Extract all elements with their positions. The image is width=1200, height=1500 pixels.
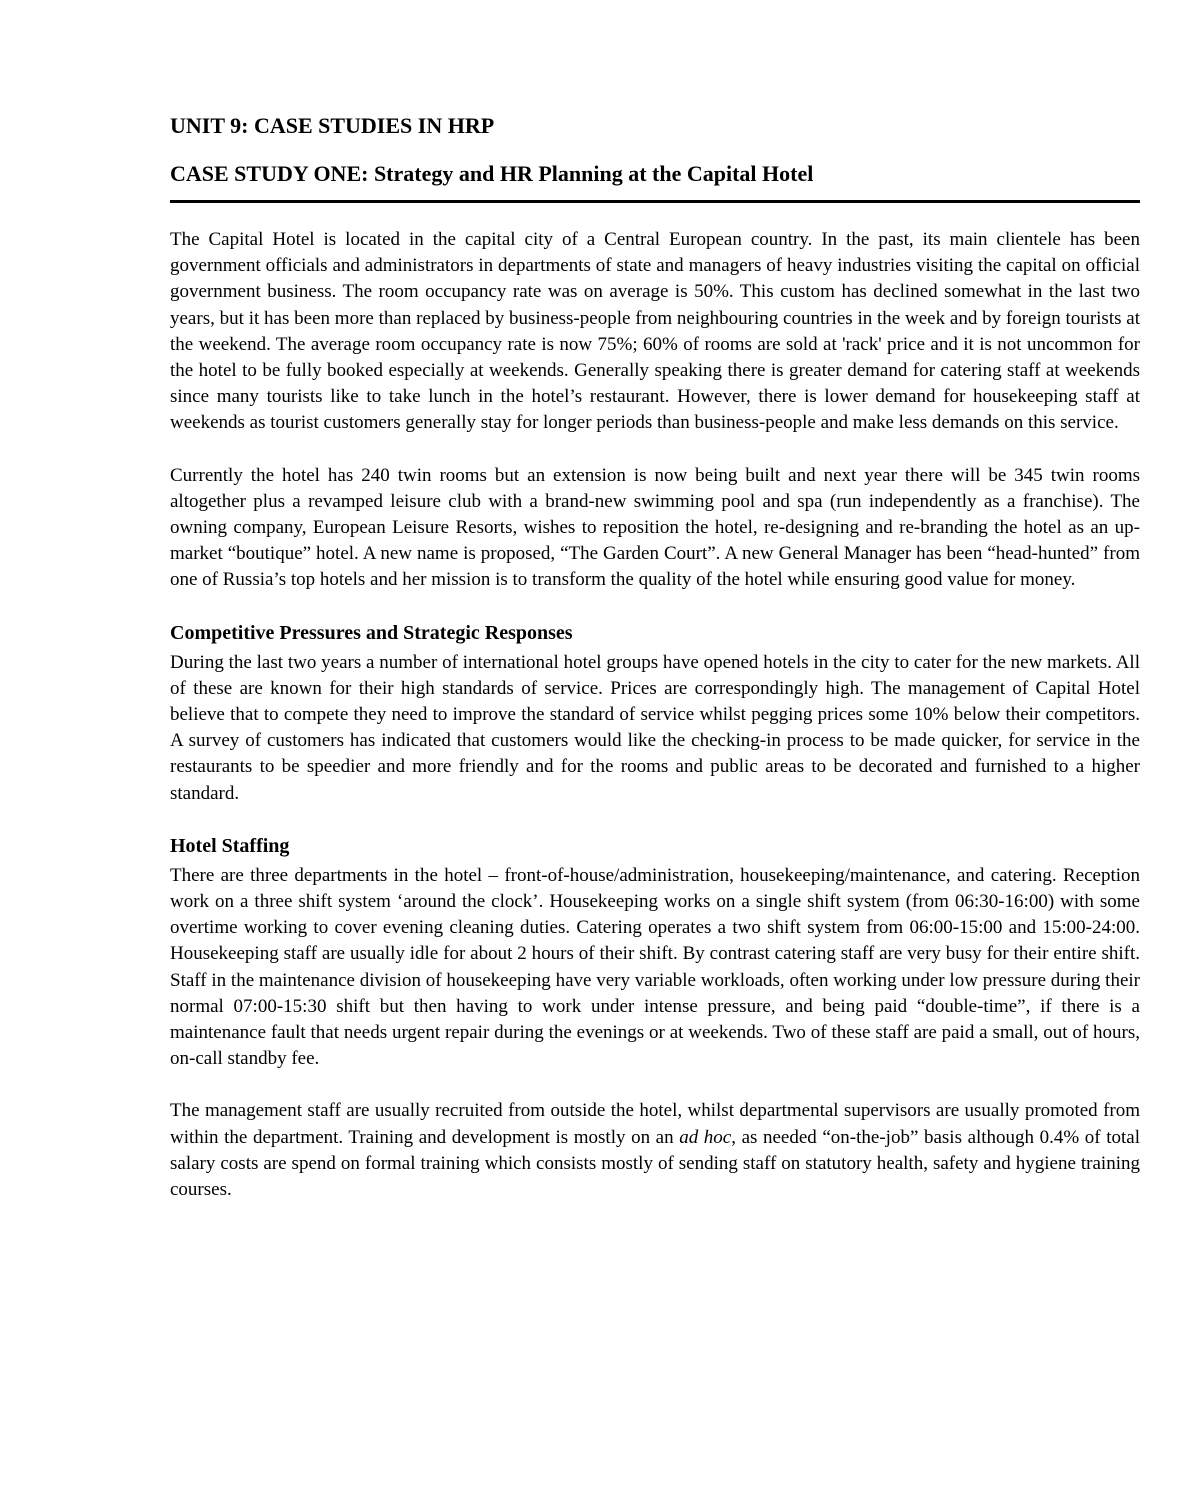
intro-paragraph-1: The Capital Hotel is located in the capital city of a Central European country. In the past, its main clientele has been government officials and administrators in departments of state and managers of heavy industries visiting the capital on official government business. The room occupancy rate was on average is 50%. This custom has declined somewhat in the last two years, but it has been more than replaced by business-people from neighbouring countries in the week and by foreign tourists at the weekend. The average room occupancy rate is now 75%; 60% of rooms are sold at 'rack' price and it is not uncommon for the hotel to be fully booked especially at weekends. Generally speaking there is greater demand for catering staff at weekends since many tourists like to take lunch in the hotel’s restaurant. However, there is lower demand for housekeeping staff at weekends as tourist customers generally stay for longer periods than business-people and make less demands on this service.: [170, 229, 1140, 434]
title-divider: [170, 200, 1140, 203]
ad-hoc-italic: ad hoc: [679, 1126, 732, 1148]
competitive-pressures-heading: Competitive Pressures and Strategic Responses: [170, 621, 573, 644]
hotel-staffing-heading: Hotel Staffing: [170, 834, 290, 857]
intro-paragraph-2: Currently the hotel has 240 twin rooms but an extension is now being built and next year there will be 345 twin rooms altogether plus a revamped leisure club with a brand-new swimming pool and spa (run independently as a franchise). The owning company, European Leisure Resorts, wishes to reposition the hotel, re-designing and re-branding the hotel as an up-market “boutique” hotel. A new name is proposed, “The Garden Court”. A new General Manager has been “head-hunted” from one of Russia’s top hotels and her mission is to transform the quality of the hotel while ensuring good value for money.: [170, 464, 1140, 591]
staffing-paragraph-2-end: , as needed “on-the-job” basis although 0.4% of total salary costs are spend on formal training which consists mostly of sending staff on statutory health, safety and hygiene training courses.: [170, 1126, 1140, 1201]
competitive-pressures-paragraph: During the last two years a number of international hotel groups have opened hotels in the city to cater for the new markets. All of these are known for their high standards of service. Prices are correspondingly high. The management of Capital Hotel believe that to compete they need to improve the standard of service whilst pegging prices some 10% below their competitors. A survey of customers has indicated that customers would like the checking-in process to be made quicker, for service in the restaurants to be speedier and more friendly and for the rooms and public areas to be decorated and furnished to a higher standard.: [170, 651, 1140, 804]
staffing-paragraph-2-start: The management staff are usually recruited from outside the hotel, whilst departmental supervisors are usually promoted from within the department. Training and development is mostly on an: [170, 1100, 1140, 1148]
document-page: [170, 112, 1140, 1229]
case-study-title: CASE STUDY ONE: Strategy and HR Planning at the Capital Hotel: [170, 161, 814, 186]
hotel-staffing-paragraph-1: There are three departments in the hotel – front-of-house/administration, housekeeping/maintenance, and catering. Reception work on a three shift system ‘around the clock’. Housekeeping works on a single shift system (from 06:30-16:00) with some overtime working to cover evening cleaning duties. Catering operates a two shift system from 06:00-15:00 and 15:00-24:00. Housekeeping staff are usually idle for about 2 hours of their shift. By contrast catering staff are very busy for their entire shift. Staff in the maintenance division of housekeeping have very variable workloads, often working under low pressure during their normal 07:00-15:30 shift but then having to work under intense pressure, and being paid “double-time”, if there is a maintenance fault that needs urgent repair during the evenings or at weekends. Two of these staff are paid a small, out of hours, on-call standby fee.: [170, 864, 1140, 1070]
hotel-staffing-paragraph-2: [170, 1098, 1140, 1203]
unit-title: UNIT 9: CASE STUDIES IN HRP: [170, 113, 495, 138]
